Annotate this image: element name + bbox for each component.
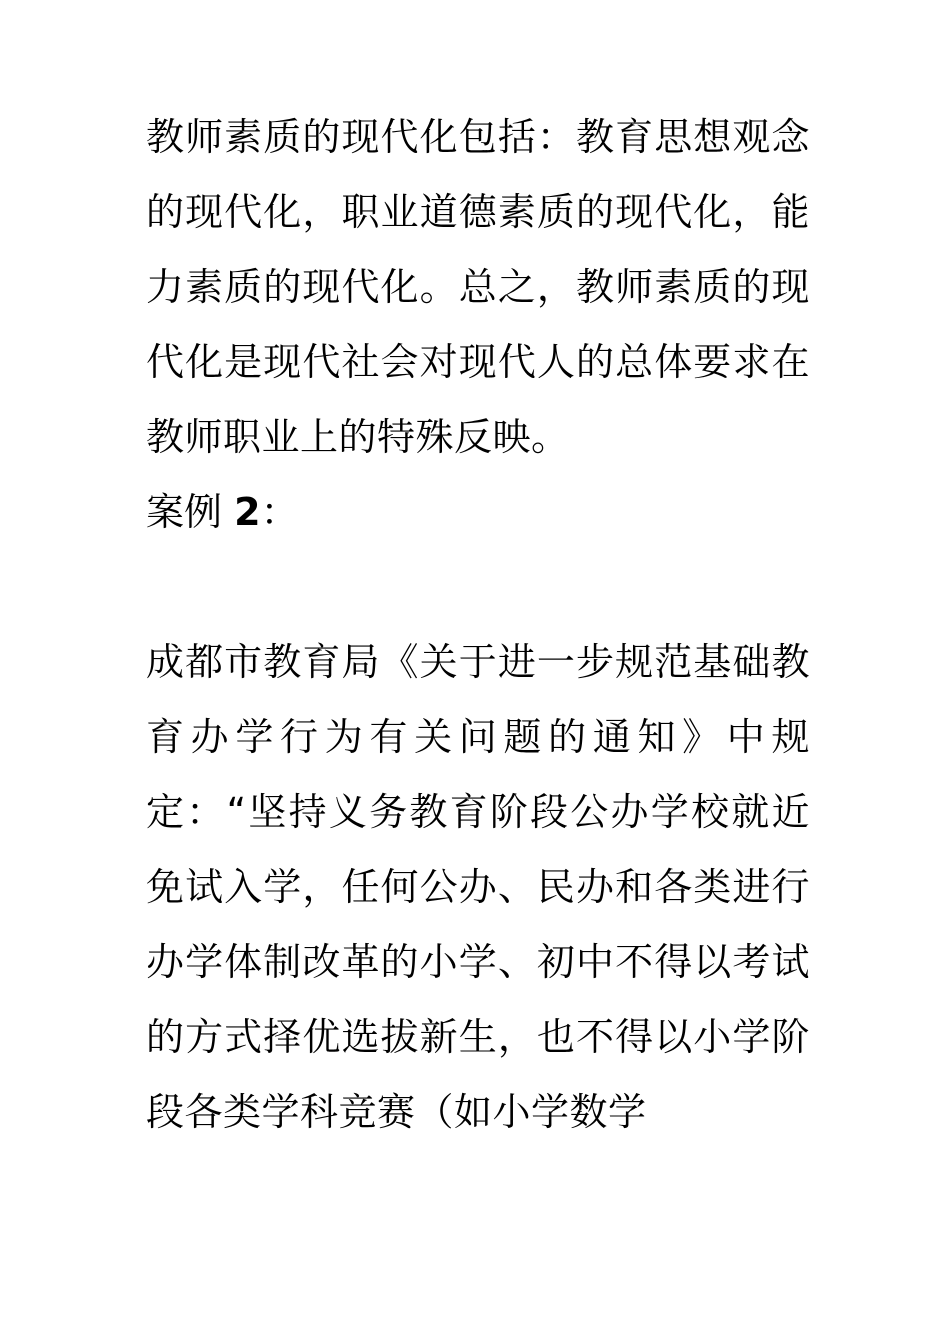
case-colon: ： — [260, 490, 299, 534]
case-number: 2 — [234, 490, 261, 534]
blank-line — [146, 550, 810, 625]
case-label: 案例 — [146, 490, 223, 534]
document-body — [146, 100, 810, 1150]
case-heading — [146, 475, 810, 550]
paragraph-teacher-quality: 教师素质的现代化包括：教育思想观念的现代化，职业道德素质的现代化，能力素质的现代化。总之，教师素质的现代化是现代社会对现代人的总体要求在教师职业上的特殊反映。 — [146, 115, 810, 459]
paragraph-chengdu-notice: 成都市教育局《关于进一步规范基础教育办学行为有关问题的通知》中规定：“坚持义务教育阶段公办学校就近免试入学，任何公办、民办和各类进行办学体制改革的小学、初中不得以考试的方式择优选拔新生，也不得以小学阶段各类学科竞赛（如小学数学 — [146, 640, 810, 1134]
